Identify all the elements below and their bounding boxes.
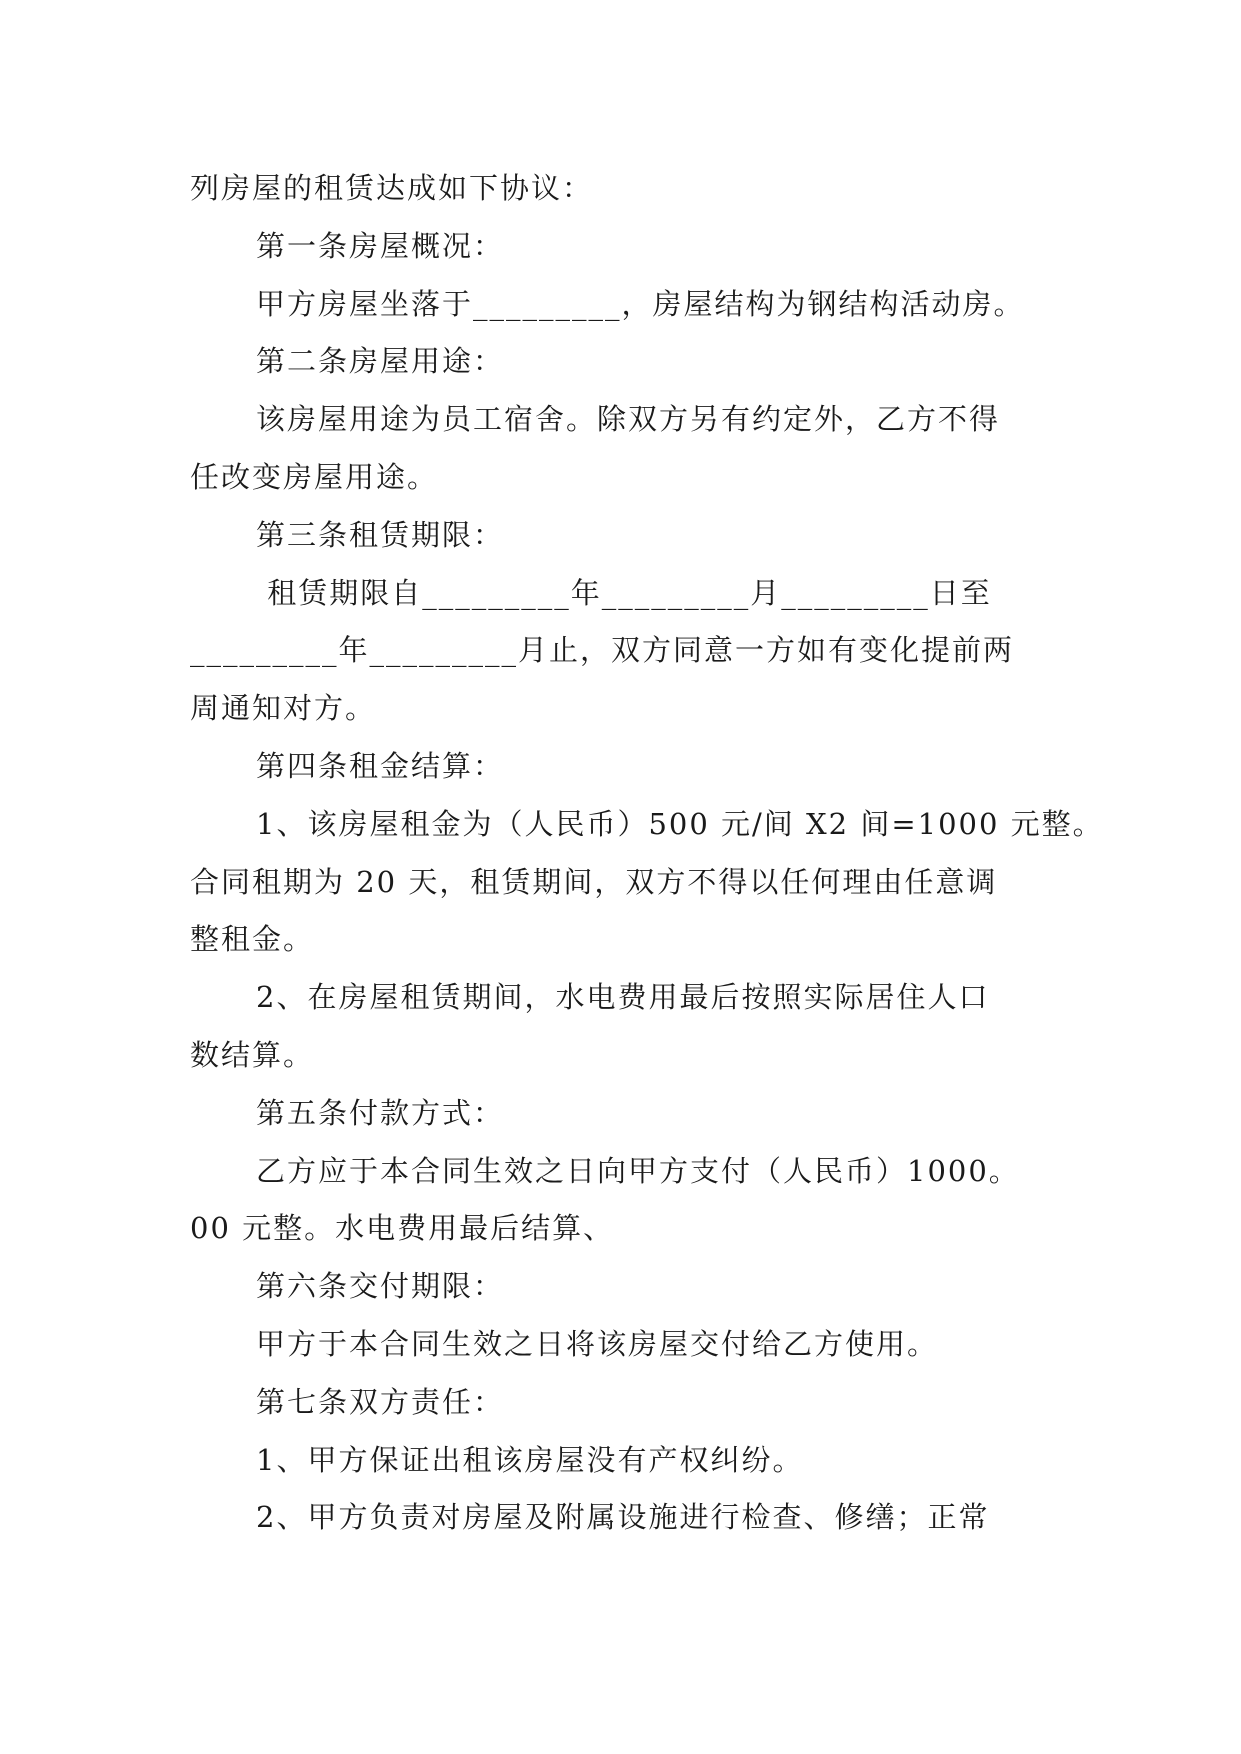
section-heading-7: 第七条双方责任： [256, 1384, 505, 1419]
text-line: 甲方房屋坐落于_________，房屋结构为钢结构活动房。 [256, 286, 1025, 321]
section-heading-2: 第二条房屋用途： [256, 344, 505, 379]
text-line: 列房屋的租赁达成如下协议： [190, 171, 594, 205]
section-heading-6: 第六条交付期限： [256, 1269, 505, 1304]
text-line: 该房屋用途为员工宿舍。除双方另有约定外，乙方不得 [256, 402, 1001, 437]
text-line: 租赁期限自_________年_________月_________日至 [256, 575, 992, 610]
text-line: 乙方应于本合同生效之日向甲方支付（人民币）1000。 [256, 1153, 1020, 1188]
text-line: _________年_________月止，双方同意一方如有变化提前两 [190, 633, 1015, 668]
text-line: 2、甲方负责对房屋及附属设施进行检查、修缮；正常 [256, 1500, 990, 1535]
section-heading-1: 第一条房屋概况： [256, 228, 505, 263]
text-line: 任改变房屋用途。 [190, 459, 439, 494]
text-line: 1、该房屋租金为（人民币）500 元/间 X2 间=1000 元整。 [256, 806, 1104, 841]
text-line: 00 元整。水电费用最后结算、 [190, 1211, 615, 1246]
text-line: 1、甲方保证出租该房屋没有产权纠纷。 [256, 1442, 804, 1477]
text-line: 合同租期为 20 天，租赁期间，双方不得以任何理由任意调 [190, 864, 998, 899]
text-line: 整租金。 [190, 922, 315, 957]
text-line: 数结算。 [190, 1037, 315, 1072]
section-heading-5: 第五条付款方式： [256, 1095, 505, 1130]
document-body [190, 160, 1104, 1547]
text-line: 甲方于本合同生效之日将该房屋交付给乙方使用。 [256, 1326, 939, 1361]
section-heading-4: 第四条租金结算： [256, 748, 505, 783]
text-line: 2、在房屋租赁期间，水电费用最后按照实际居住人口 [256, 980, 990, 1015]
section-heading-3: 第三条租赁期限： [256, 517, 505, 552]
text-line: 周通知对方。 [190, 691, 377, 726]
